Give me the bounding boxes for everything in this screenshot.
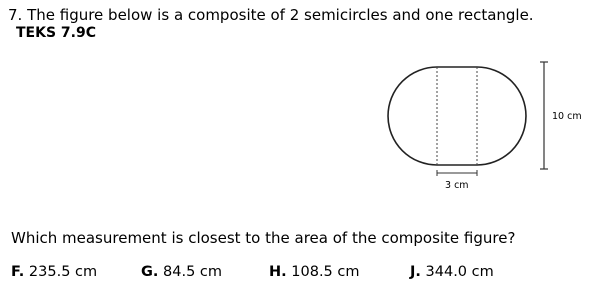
choice-f[interactable] [11, 263, 97, 281]
choice-letter: F. [11, 264, 25, 280]
composite-figure-drawing [372, 55, 594, 195]
choice-g[interactable] [141, 263, 222, 281]
height-label: 10 cm [552, 111, 582, 122]
choice-j[interactable] [410, 263, 494, 281]
question-text: 7. The figure below is a composite of 2 semicircles and one rectangle. [8, 6, 534, 24]
choice-value: 344.0 cm [425, 264, 494, 280]
composite-outline [388, 67, 526, 165]
question-prompt: Which measurement is closest to the area of the composite figure? [11, 229, 516, 247]
answer-choices [11, 263, 591, 281]
choice-letter: J. [410, 264, 421, 280]
width-label: 3 cm [445, 180, 469, 191]
standard-label: TEKS 7.9C [16, 25, 96, 41]
composite-figure [372, 55, 594, 195]
choice-value: 108.5 cm [291, 264, 360, 280]
choice-h[interactable] [269, 263, 359, 281]
choice-value: 235.5 cm [28, 264, 98, 280]
choice-value: 84.5 cm [163, 264, 223, 280]
choice-letter: G. [141, 264, 159, 280]
choice-letter: H. [269, 264, 287, 280]
